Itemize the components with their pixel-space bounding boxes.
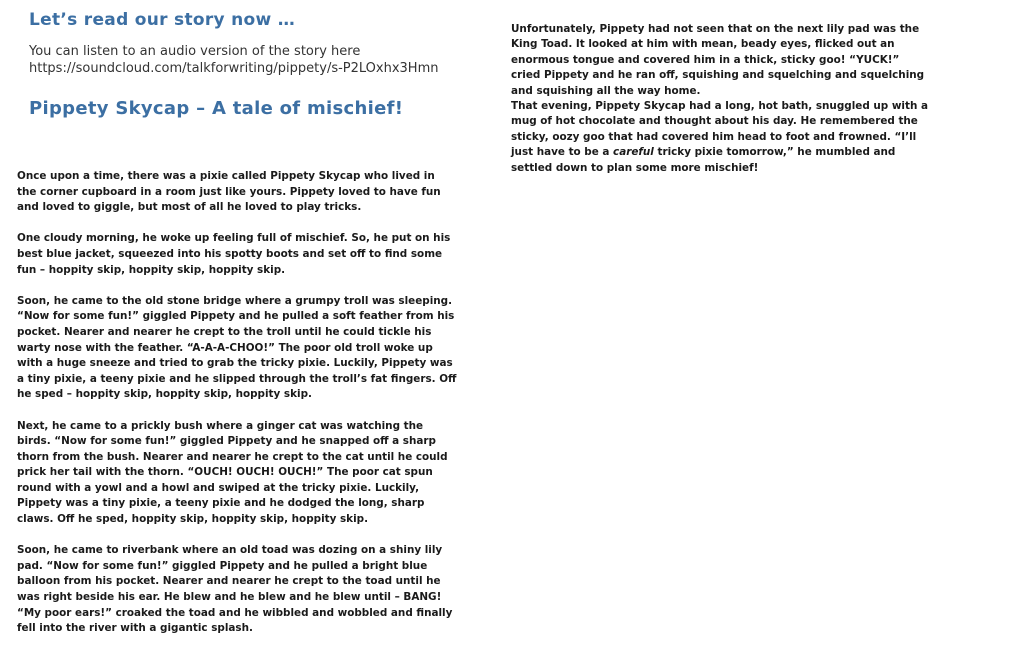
story-paragraph: One cloudy morning, he woke up feeling full of mischief. So, he put on his best blue jacket, squeezed into his spotty boots and set off to find some fun – hoppity skip, hoppity skip, hoppity skip. xyxy=(17,232,451,276)
ending-text-end: tricky pixie tomorrow,” he mumbled and settled down to plan some more mischief! xyxy=(511,146,896,174)
story-title: Pippety Skycap – A tale of mischief! xyxy=(29,98,404,119)
story-paragraph: Unfortunately, Pippety had not seen that on the next lily pad was the King Toad. It looked at him with mean, beady eyes, flicked out an enormous tongue and covered him in a thick, sticky goo! “YUCK!” cried Pippety and he ran off, squishing and squelching and squelching and squishing all the way home. xyxy=(511,23,925,97)
audio-link[interactable]: https://soundcloud.com/talkforwriting/pippety/s-P2LOxhx3Hmn xyxy=(29,61,439,76)
audio-info xyxy=(29,43,489,77)
audio-description: You can listen to an audio version of the story here xyxy=(29,44,361,59)
story-ending-paragraph xyxy=(511,99,931,176)
story-paragraph: Once upon a time, there was a pixie called Pippety Skycap who lived in the corner cupboard in a room just like yours. Pippety loved to have fun and loved to giggle, but most of all he loved to play tricks. xyxy=(17,170,441,214)
emphasis-careful: careful xyxy=(613,146,654,159)
story-paragraph: Next, he came to a prickly bush where a ginger cat was watching the birds. “Now for some fun!” giggled Pippety and he snapped off a sharp thorn from the bush. Nearer and nearer he crept to the cat until he could prick her tail with the thorn. “OUCH! OUCH! OUCH!” The poor cat spun round with a yowl and a howl and swiped at the tricky pixie. Luckily, Pippety was a tiny pixie, a teeny pixie and he dodged the long, sharp claws. Off he sped, hoppity skip, hoppity skip, hoppity skip. xyxy=(17,419,448,526)
story-body xyxy=(17,169,457,652)
ending-text-start: That evening, Pippety Skycap had a long, hot bath, snuggled up with a mug of hot chocolate and thought about his day. He remembered the sticky, oozy goo that had covered him head to foot and frowned. “I’ll just have to be a xyxy=(511,100,928,159)
right-column xyxy=(511,22,931,176)
intro-heading: Let’s read our story now … xyxy=(29,10,296,30)
story-paragraph: Soon, he came to riverbank where an old toad was dozing on a shiny lily pad. “Now for some fun!” giggled Pippety and he pulled a bright blue balloon from his pocket. Nearer and nearer he crept to the toad until he was right beside his ear. He blew and he blew and he blew until – BANG! “My poor ears!” croaked the toad and he wibbled and wobbled and finally fell into the river with a gigantic splash. xyxy=(17,544,453,635)
story-paragraph: Soon, he came to the old stone bridge where a grumpy troll was sleeping. “Now for some fun!” giggled Pippety and he pulled a soft feather from his pocket. Nearer and nearer he crept to the troll until he could tickle his warty nose with the feather. “A-A-A-CHOO!” The poor old troll woke up with a huge sneeze and tried to grab the tricky pixie. Luckily, Pippety was a tiny pixie, a teeny pixie and he slipped through the troll’s fat fingers. Off he sped – hoppity skip, hoppity skip, hoppity skip. xyxy=(17,294,457,401)
